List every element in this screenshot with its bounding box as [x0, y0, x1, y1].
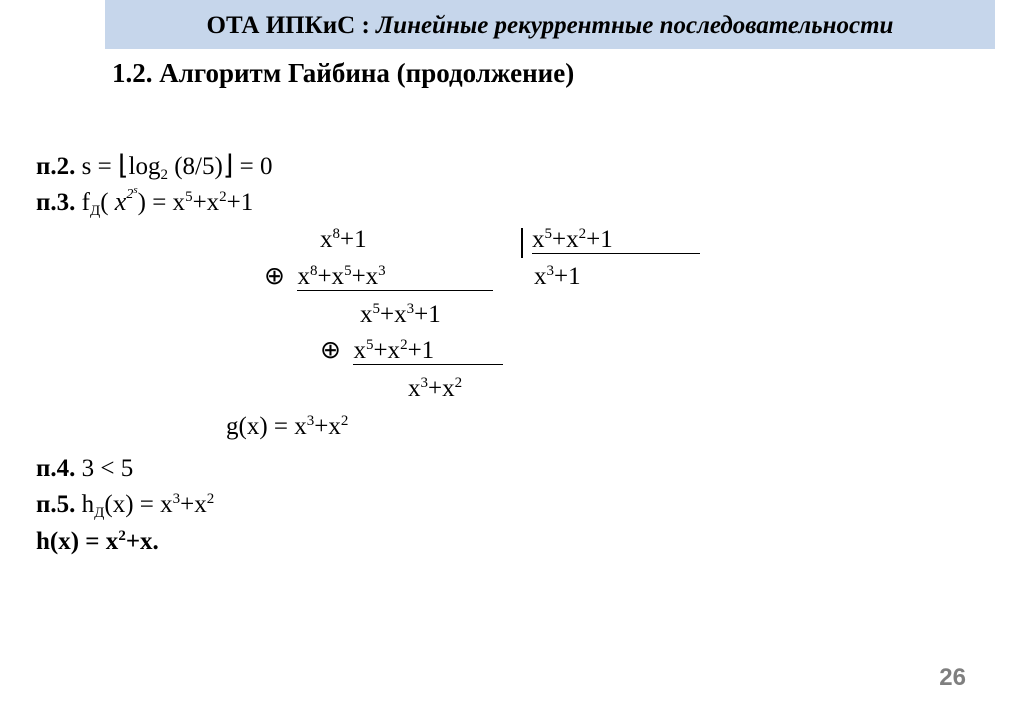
t: +x — [552, 226, 579, 253]
t: 2 — [454, 375, 463, 391]
t: h(x) = x — [36, 528, 119, 555]
step-label: п.4. — [36, 455, 76, 482]
t: +x — [314, 413, 341, 440]
subtrahend-2 — [320, 336, 503, 366]
t: 2 — [340, 413, 349, 429]
step-label: п.5. — [36, 491, 76, 518]
title-bar — [105, 0, 995, 49]
t: +1 — [226, 189, 254, 216]
t: +1 — [407, 337, 435, 364]
t: +1 — [586, 226, 613, 253]
t: +x — [373, 337, 401, 364]
remainder-1 — [360, 300, 441, 330]
t: +x — [380, 301, 407, 328]
step-3 — [36, 184, 254, 219]
t: (x) = x — [104, 491, 173, 518]
t: f — [75, 189, 90, 216]
t: x — [114, 187, 127, 216]
t: +x — [317, 263, 345, 290]
t: s — [133, 184, 138, 196]
title-prefix: ОТА ИПКиС : — [206, 12, 377, 39]
xor-icon: ⊕ — [320, 337, 341, 364]
t: 3 — [546, 263, 554, 279]
t: +x — [351, 263, 379, 290]
division-bar — [521, 228, 523, 258]
t: +1 — [554, 263, 581, 290]
floor-right: ⌋ — [222, 150, 234, 180]
t: 5 — [185, 189, 193, 205]
floor-left: ⌊ — [117, 150, 129, 180]
slide-title — [105, 12, 995, 40]
dividend — [320, 225, 367, 255]
t: 8 — [332, 226, 340, 242]
t: 2 — [400, 337, 408, 353]
t: +1 — [414, 301, 441, 328]
t: x — [532, 226, 545, 253]
t: 5 — [344, 263, 352, 279]
t: 3 — [406, 301, 415, 317]
t: ( — [100, 189, 115, 216]
step-label: п.2. — [36, 153, 76, 180]
t: 5 — [372, 301, 380, 317]
page-number: 26 — [939, 664, 966, 691]
title-text: Линейные рекуррентные последовательности — [376, 12, 894, 39]
t: ) = x — [137, 189, 186, 216]
t: 2 — [578, 226, 587, 242]
t: log — [128, 153, 161, 180]
t: 2 — [160, 167, 168, 183]
t: (8/5) — [167, 153, 223, 180]
t: 5 — [544, 226, 552, 242]
t: s = — [75, 153, 118, 180]
t: +x — [192, 189, 220, 216]
t: x — [353, 337, 366, 364]
t: x — [534, 263, 547, 290]
t: 3 — [378, 263, 386, 279]
t: = 0 — [233, 153, 273, 180]
t: h — [75, 491, 95, 518]
final-result — [36, 527, 159, 557]
step-2 — [36, 150, 273, 182]
t: +x. — [125, 528, 159, 555]
t: 2 — [126, 187, 134, 202]
quotient — [534, 262, 581, 292]
step-4 — [36, 454, 133, 484]
divisor — [532, 225, 700, 255]
subtrahend-1 — [264, 262, 493, 292]
t: 3 — [420, 375, 428, 391]
t: 3 < 5 — [75, 455, 134, 482]
t: x — [297, 263, 310, 290]
t: 3 — [306, 413, 315, 429]
t: +1 — [340, 226, 367, 253]
t: g(x) = x — [226, 413, 307, 440]
t: 2 — [118, 528, 126, 544]
t: x — [408, 375, 421, 402]
step-5 — [36, 490, 214, 520]
t: 3 — [172, 491, 181, 507]
t: 2 — [206, 491, 215, 507]
t: Д — [89, 203, 101, 219]
x-power — [114, 184, 138, 216]
t: 8 — [309, 263, 318, 279]
remainder-2 — [408, 374, 462, 404]
slide-subtitle: 1.2. Алгоритм Гайбина (продолжение) — [112, 58, 575, 88]
g-result — [226, 412, 348, 442]
xor-icon: ⊕ — [264, 263, 285, 290]
t: x — [320, 226, 333, 253]
t: +x — [180, 491, 207, 518]
t: +x — [428, 375, 455, 402]
t: 2 — [219, 189, 227, 205]
t: Д — [94, 505, 105, 521]
t: x — [360, 301, 373, 328]
step-label: п.3. — [36, 189, 76, 216]
t: 5 — [365, 337, 374, 353]
